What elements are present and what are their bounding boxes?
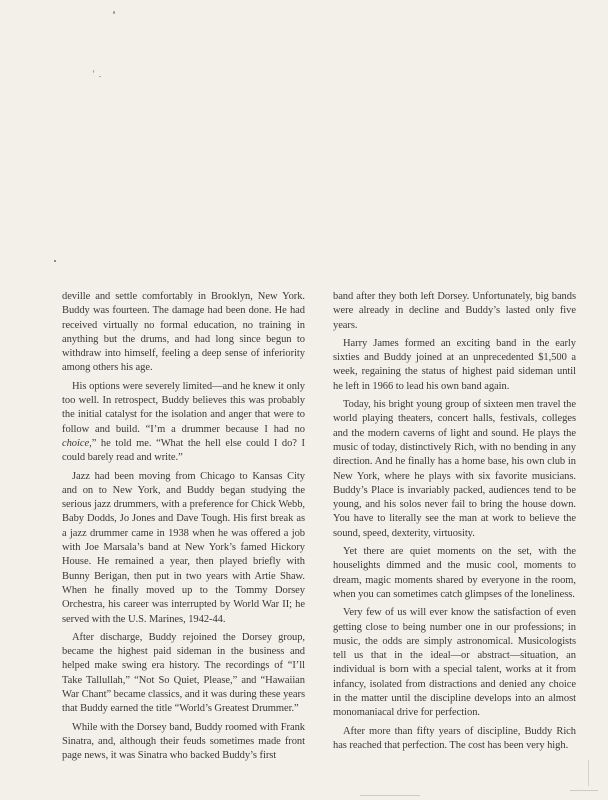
paper-speck xyxy=(93,70,94,73)
paragraph: While with the Dorsey band, Buddy roomed with Frank Sinatra, and, although their feuds sometimes made front page news, it was Sinatra who backed Buddy’s first xyxy=(62,721,305,762)
paragraph: Yet there are quiet moments on the set, with the houselights dimmed and the music cool, moments to dream, magic moments shared by everyone in the room, when you can sometimes catch glimpses of the loneliness. xyxy=(333,546,576,600)
paper-crease xyxy=(360,795,420,796)
paragraph: Today, his bright young group of sixteen men travel the world playing theaters, concert halls, festivals, colleges and the modern caverns of light and sound. He plays the music of today, distinctively Rich, with no bending in any direction. And he finally has a home base, his own club in New York, where he plays with six favorite musicians. Buddy’s Place is invariably packed, audiences tend to be young, and his solos never fail to bring the house down. You have to literally see the man at work to believe the sound, speed, dexterity, virtuosity. xyxy=(333,399,576,539)
paragraph-text: ” he told me. “What the hell else could I do? I could barely read and write.” xyxy=(62,437,305,464)
paragraph: Very few of us will ever know the satisfaction of even getting close to being number one in our professions; in music, the odds are simply astronomical. Musicologists tell us that in the ideal—or abstract—situation, an individual is born with a special talent, works at it from infancy, isolated from distractions and denied any choice in the matter until the discipline develops into an almost monomaniacal drive for perfection. xyxy=(333,607,576,719)
paragraph: Harry James formed an exciting band in the early sixties and Buddy joined at an unprecedented $1,500 a week, regaining the status of highest paid sideman until he left in 1966 to lead his own band again. xyxy=(333,337,576,392)
paper-speck xyxy=(113,11,115,14)
emphasized-text: choice, xyxy=(62,437,92,449)
text-column-left xyxy=(62,290,305,768)
paragraph: After discharge, Buddy rejoined the Dorsey group, became the highest paid sideman in the business and helped make swing era history. The recordings of “I’ll Take Tallullah,” “Not So Quiet, Please,” and “Hawaiian War Chant” became classics, and it was during these years that Buddy earned the title “World’s Greatest Drummer.” xyxy=(62,631,305,715)
paragraph: Jazz had been moving from Chicago to Kansas City and on to New York, and Buddy began studying the serious jazz drummers, with a preference for Chick Webb, Baby Dodds, Jo Jones and Dave Tough. His first break as a jazz drummer came in 1938 when he was offered a job with Joe Marsala’s band at New York’s famed Hickory House. He remained a year, then played briefly with Bunny Berigan, then put in two years with Artie Shaw. When he finally moved up to the Tommy Dorsey Orchestra, his career was interrupted by World War II; he served with the U.S. Marines, 1942-44. xyxy=(62,470,305,625)
paper-speck xyxy=(54,260,56,262)
paragraph-text: His options were severely limited—and he knew it only too well. In retrospect, Buddy believes this was probably the initial catalyst for the isolation and anger that were to follow and build. “I’m a drummer because I had no xyxy=(62,380,305,435)
paragraph: After more than fifty years of discipline, Buddy Rich has reached that perfection. The cost has been very high. xyxy=(333,725,576,751)
paper-speck xyxy=(99,76,101,77)
paragraph xyxy=(62,380,305,466)
paper-crease xyxy=(570,790,598,791)
text-column-right xyxy=(333,290,576,757)
paragraph: band after they both left Dorsey. Unfortunately, big bands were already in decline and Buddy’s lasted only five years. xyxy=(333,291,576,331)
paragraph: deville and settle comfortably in Brooklyn, New York. Buddy was fourteen. The damage had been done. He had received virtually no formal education, no training in anything but the drums, and had long since begun to withdraw into himself, feeling a deep sense of inferiority among others his age. xyxy=(62,291,305,374)
paper-crease xyxy=(588,760,589,786)
